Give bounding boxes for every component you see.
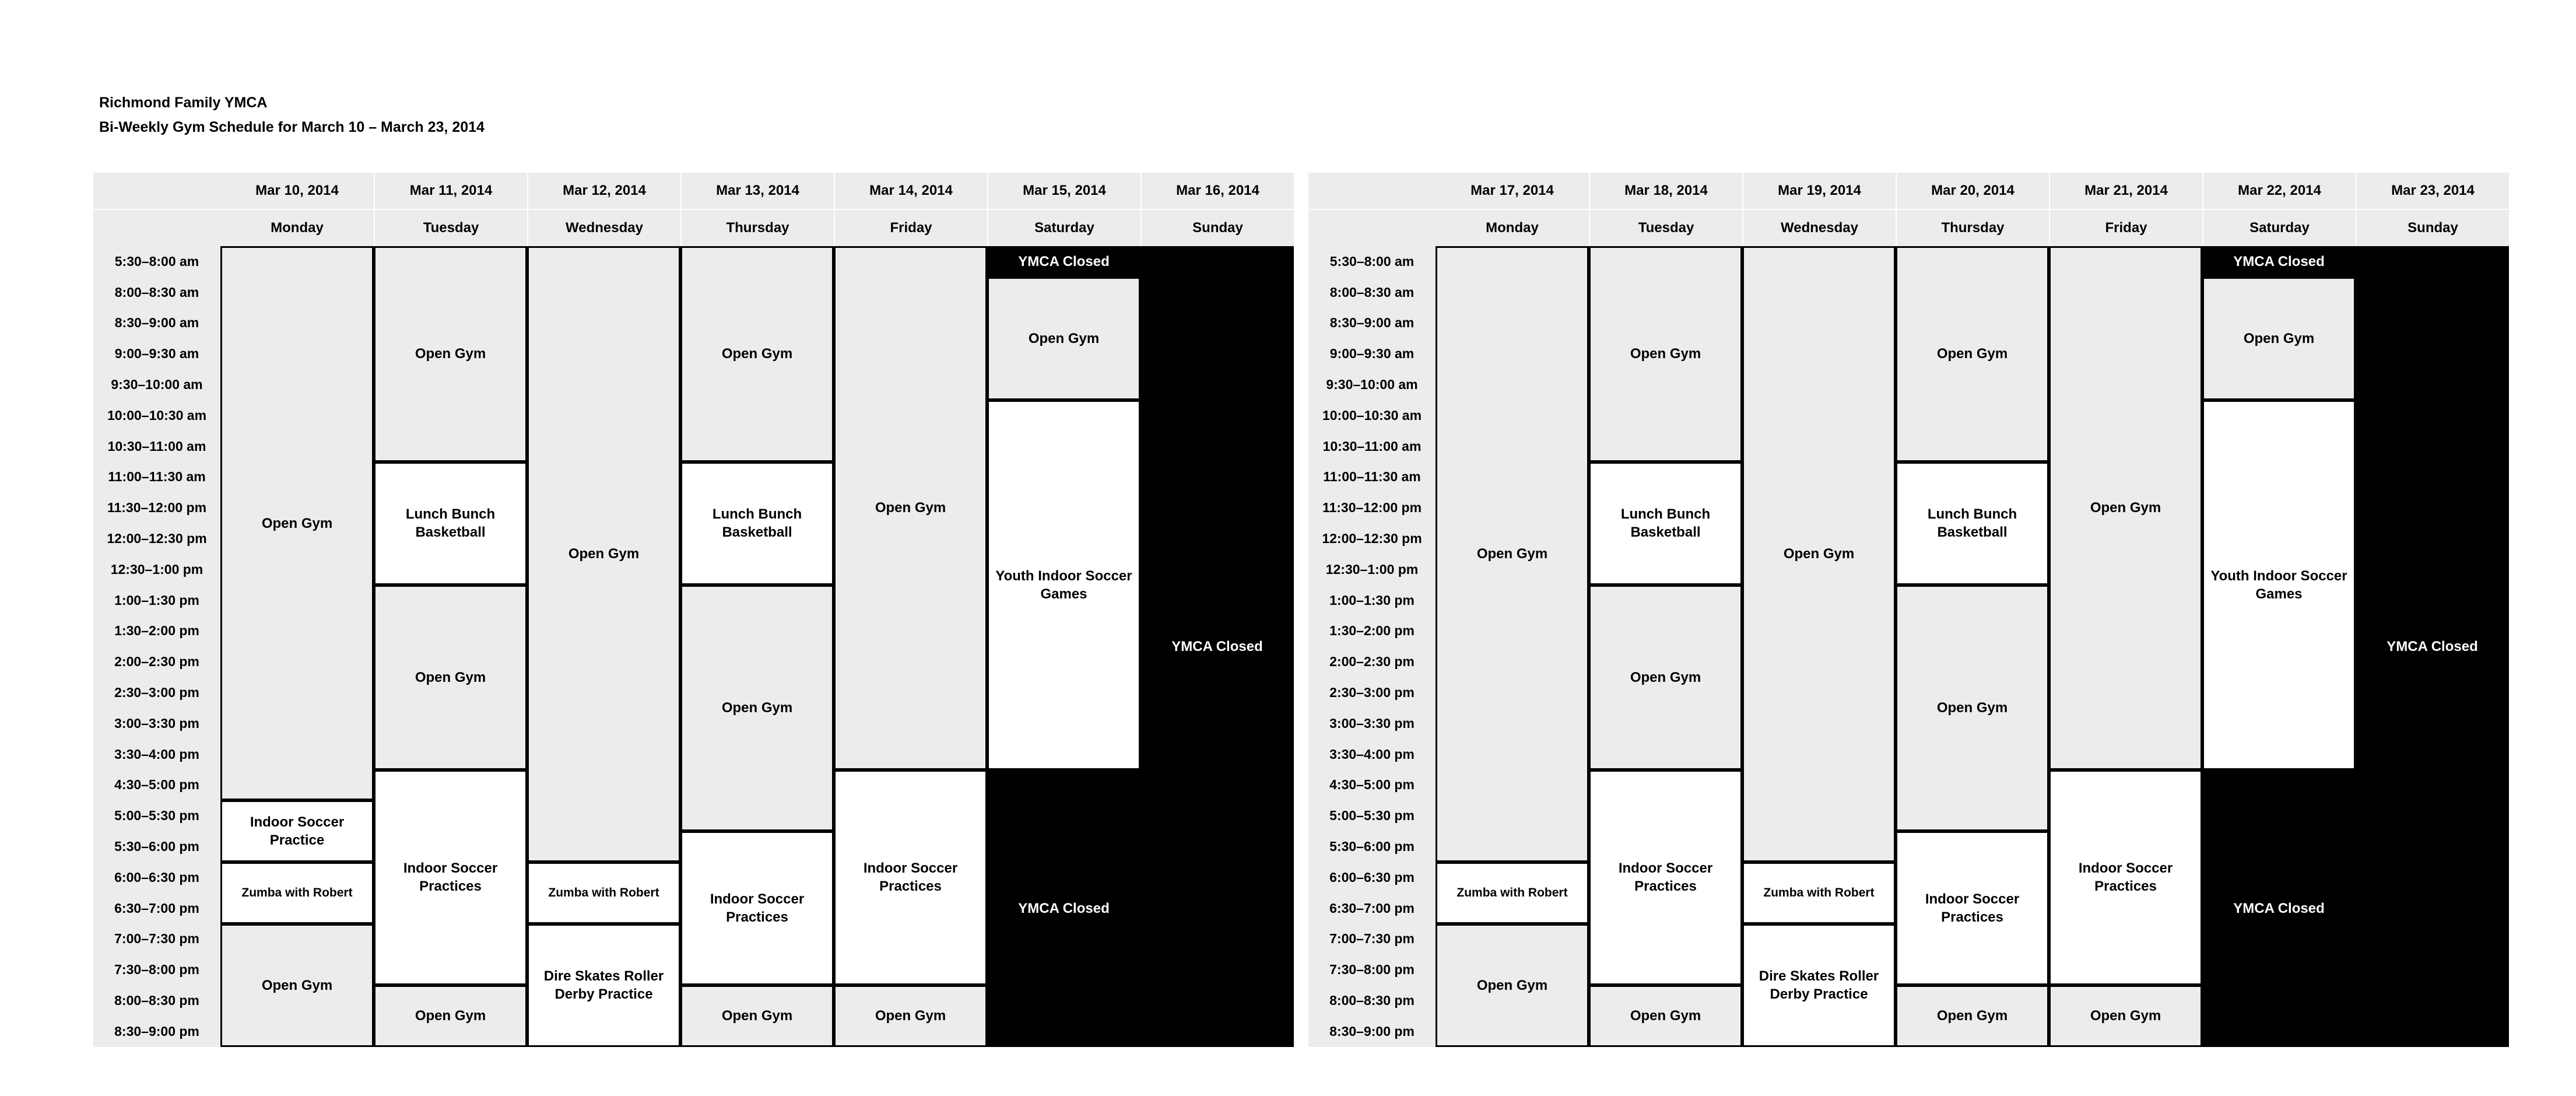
event-block: Open Gym (1896, 246, 2049, 462)
time-slot-label: 5:30–6:00 pm (93, 831, 220, 862)
event-block: Zumba with Robert (1742, 862, 1896, 924)
event-block: Open Gym (834, 985, 987, 1047)
day-date-header: Mar 18, 2014 (1589, 173, 1742, 210)
day-date-header: Mar 17, 2014 (1436, 173, 1589, 210)
time-slot-label: 10:00–10:30 am (1308, 400, 1436, 431)
event-block: Indoor Soccer Practices (834, 770, 987, 986)
event-block: Dire Skates Roller Derby Practice (527, 924, 680, 1047)
day-name-header: Wednesday (527, 210, 680, 246)
event-block: Open Gym (680, 585, 834, 831)
time-slot-label: 3:30–4:00 pm (93, 739, 220, 770)
time-slot-label: 11:30–12:00 pm (1308, 492, 1436, 523)
event-block: Lunch Bunch Basketball (1589, 462, 1742, 585)
time-slot-label: 8:30–9:00 am (93, 308, 220, 339)
day-date-header: Mar 10, 2014 (220, 173, 374, 210)
time-slot-label: 6:30–7:00 pm (93, 893, 220, 924)
day-name-header: Thursday (1896, 210, 2049, 246)
time-slot-label: 2:30–3:00 pm (1308, 677, 1436, 708)
time-slot-label: 3:00–3:30 pm (1308, 708, 1436, 739)
time-slot-label: 4:30–5:00 pm (1308, 770, 1436, 801)
time-slot-label: 9:00–9:30 am (1308, 338, 1436, 369)
event-block: Open Gym (1436, 246, 1589, 862)
event-block: Open Gym (1589, 585, 1742, 770)
day-name-header: Monday (220, 210, 374, 246)
corner-subheader (93, 210, 220, 246)
day-date-header: Mar 19, 2014 (1742, 173, 1896, 210)
time-slot-label: 6:00–6:30 pm (1308, 862, 1436, 893)
event-block: Open Gym (374, 246, 527, 462)
closed-block: YMCA Closed (1140, 246, 1294, 1047)
event-block: Youth Indoor Soccer Games (987, 400, 1140, 770)
event-block: Open Gym (2202, 277, 2356, 400)
corner-header (93, 173, 220, 210)
event-block: Open Gym (987, 277, 1140, 400)
day-date-header: Mar 16, 2014 (1140, 173, 1294, 210)
schedule-subtitle: Bi-Weekly Gym Schedule for March 10 – March 23, 2014 (99, 119, 485, 135)
day-name-header: Tuesday (1589, 210, 1742, 246)
schedule-week-2 (1308, 173, 2508, 1046)
time-slot-label: 8:00–8:30 pm (1308, 985, 1436, 1016)
event-block: Indoor Soccer Practices (680, 831, 834, 985)
event-block: Youth Indoor Soccer Games (2202, 400, 2356, 770)
day-name-header: Saturday (2202, 210, 2356, 246)
event-block: Open Gym (834, 246, 987, 770)
event-block: Indoor Soccer Practices (2049, 770, 2202, 986)
day-name-header: Wednesday (1742, 210, 1896, 246)
day-date-header: Mar 15, 2014 (987, 173, 1140, 210)
time-slot-label: 7:00–7:30 pm (1308, 924, 1436, 955)
time-slot-label: 7:30–8:00 pm (1308, 954, 1436, 985)
time-slot-label: 12:30–1:00 pm (1308, 554, 1436, 585)
day-date-header: Mar 12, 2014 (527, 173, 680, 210)
day-date-header: Mar 23, 2014 (2356, 173, 2509, 210)
corner-header (1308, 173, 1436, 210)
day-name-header: Friday (834, 210, 987, 246)
time-slot-label: 3:30–4:00 pm (1308, 739, 1436, 770)
day-date-header: Mar 20, 2014 (1896, 173, 2049, 210)
time-slot-label: 8:00–8:30 pm (93, 985, 220, 1016)
time-slot-label: 5:30–8:00 am (93, 246, 220, 277)
event-block: Dire Skates Roller Derby Practice (1742, 924, 1896, 1047)
time-slot-label: 5:00–5:30 pm (1308, 800, 1436, 831)
day-date-header: Mar 21, 2014 (2049, 173, 2202, 210)
day-date-header: Mar 22, 2014 (2202, 173, 2356, 210)
day-name-header: Monday (1436, 210, 1589, 246)
closed-block: YMCA Closed (2202, 770, 2356, 1047)
event-block: Open Gym (374, 585, 527, 770)
event-block: Open Gym (1896, 585, 2049, 831)
time-slot-label: 2:30–3:00 pm (93, 677, 220, 708)
time-slot-label: 2:00–2:30 pm (1308, 646, 1436, 677)
day-name-header: Sunday (1140, 210, 1294, 246)
time-slot-label: 12:00–12:30 pm (93, 523, 220, 554)
time-slot-label: 8:30–9:00 pm (93, 1016, 220, 1047)
time-slot-label: 1:30–2:00 pm (93, 616, 220, 647)
time-slot-label: 5:00–5:30 pm (93, 800, 220, 831)
time-slot-label: 2:00–2:30 pm (93, 646, 220, 677)
event-block: Open Gym (680, 985, 834, 1047)
time-slot-label: 5:30–8:00 am (1308, 246, 1436, 277)
corner-subheader (1308, 210, 1436, 246)
event-block: Open Gym (1589, 985, 1742, 1047)
time-slot-label: 8:30–9:00 am (1308, 308, 1436, 339)
time-slot-label: 10:30–11:00 am (93, 431, 220, 462)
closed-block: YMCA Closed (987, 246, 1140, 277)
time-slot-label: 8:00–8:30 am (1308, 277, 1436, 308)
day-date-header: Mar 13, 2014 (680, 173, 834, 210)
time-slot-label: 9:30–10:00 am (93, 369, 220, 400)
time-slot-label: 11:00–11:30 am (93, 462, 220, 493)
day-date-header: Mar 14, 2014 (834, 173, 987, 210)
time-slot-label: 8:30–9:00 pm (1308, 1016, 1436, 1047)
event-block: Zumba with Robert (527, 862, 680, 924)
event-block: Open Gym (1896, 985, 2049, 1047)
time-slot-label: 6:00–6:30 pm (93, 862, 220, 893)
time-slot-label: 9:30–10:00 am (1308, 369, 1436, 400)
closed-block: YMCA Closed (2356, 246, 2509, 1047)
time-slot-label: 12:30–1:00 pm (93, 554, 220, 585)
time-slot-label: 11:30–12:00 pm (93, 492, 220, 523)
time-slot-label: 9:00–9:30 am (93, 338, 220, 369)
day-date-header: Mar 11, 2014 (374, 173, 527, 210)
time-slot-label: 1:00–1:30 pm (1308, 585, 1436, 616)
event-block: Open Gym (2049, 246, 2202, 770)
day-name-header: Saturday (987, 210, 1140, 246)
event-block: Lunch Bunch Basketball (374, 462, 527, 585)
org-name: Richmond Family YMCA (99, 94, 268, 111)
closed-block: YMCA Closed (2202, 246, 2356, 277)
event-block: Lunch Bunch Basketball (680, 462, 834, 585)
event-block: Open Gym (1436, 924, 1589, 1047)
time-slot-label: 4:30–5:00 pm (93, 770, 220, 801)
event-block: Open Gym (1589, 246, 1742, 462)
time-slot-label: 7:30–8:00 pm (93, 954, 220, 985)
event-block: Indoor Soccer Practice (220, 800, 374, 862)
event-block: Indoor Soccer Practices (1589, 770, 1742, 986)
time-slot-label: 1:30–2:00 pm (1308, 616, 1436, 647)
closed-block: YMCA Closed (987, 770, 1140, 1047)
event-block: Open Gym (2049, 985, 2202, 1047)
event-block: Open Gym (220, 924, 374, 1047)
event-block: Open Gym (527, 246, 680, 862)
day-name-header: Friday (2049, 210, 2202, 246)
day-name-header: Sunday (2356, 210, 2509, 246)
day-name-header: Tuesday (374, 210, 527, 246)
time-slot-label: 10:00–10:30 am (93, 400, 220, 431)
time-slot-label: 1:00–1:30 pm (93, 585, 220, 616)
event-block: Indoor Soccer Practices (374, 770, 527, 986)
schedule-week-1 (93, 173, 1293, 1046)
time-slot-label: 8:00–8:30 am (93, 277, 220, 308)
event-block: Lunch Bunch Basketball (1896, 462, 2049, 585)
event-block: Open Gym (220, 246, 374, 800)
day-name-header: Thursday (680, 210, 834, 246)
time-slot-label: 3:00–3:30 pm (93, 708, 220, 739)
time-slot-label: 5:30–6:00 pm (1308, 831, 1436, 862)
time-slot-label: 11:00–11:30 am (1308, 462, 1436, 493)
event-block: Open Gym (680, 246, 834, 462)
time-slot-label: 6:30–7:00 pm (1308, 893, 1436, 924)
time-slot-label: 12:00–12:30 pm (1308, 523, 1436, 554)
event-block: Indoor Soccer Practices (1896, 831, 2049, 985)
event-block: Open Gym (374, 985, 527, 1047)
event-block: Zumba with Robert (220, 862, 374, 924)
event-block: Open Gym (1742, 246, 1896, 862)
time-slot-label: 10:30–11:00 am (1308, 431, 1436, 462)
event-block: Zumba with Robert (1436, 862, 1589, 924)
time-slot-label: 7:00–7:30 pm (93, 924, 220, 955)
